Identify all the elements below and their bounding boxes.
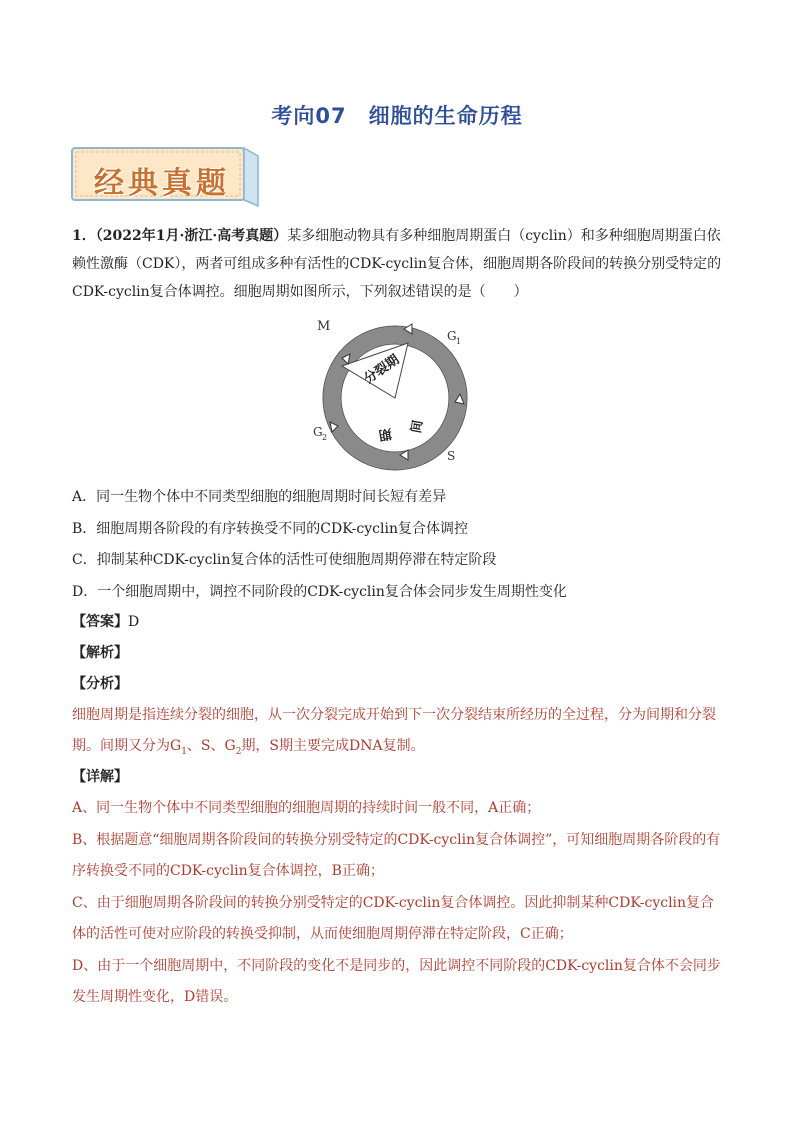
detail-b: B、根据题意“细胞周期各阶段间的转换分别受特定的CDK-cyclin复合体调控”，可知细胞周期各阶段的有序转换受不同的CDK-cyclin复合体调控，B正确； (72, 831, 721, 879)
fenxi-text: 细胞周期是指连续分裂的细胞，从一次分裂完成开始到下一次分裂结束所经历的全过程，分为间期和分裂期。间期又分为$G_1$、S、$G_2$期，S期主要完成DNA复制。 (72, 707, 716, 757)
question-stem (72, 222, 724, 306)
question-text: 某多细胞动物具有多种细胞周期蛋白（cyclin）和多种细胞周期蛋白依赖性激酶（CDK），两者可组成多种有活性的CDK-cyclin复合体，细胞周期各阶段间的转换分别受特定的CDK-cyclin复合体调控。细胞周期如图所示，下列叙述错误的是（ ） (72, 228, 722, 300)
label-m: M (317, 319, 331, 334)
answer-line (72, 607, 724, 639)
banner-text: 经典真题 (94, 166, 230, 201)
label-interphase-2: 期 (377, 425, 393, 443)
option-c: C．抑制某种CDK-cyclin复合体的活性可使细胞周期停滞在特定阶段 (72, 552, 497, 568)
question-source: （2022年1月·浙江·高考真题） (95, 228, 288, 244)
fenxi-label: 【分析】 (72, 676, 128, 692)
cell-cycle-figure (308, 318, 478, 473)
svg-text:2: 2 (322, 433, 328, 442)
page-title: 考向07 细胞的生命历程 (271, 104, 523, 128)
label-s: S (447, 449, 456, 463)
label-interphase-1: 间 (409, 419, 427, 435)
detail-label: 【详解】 (72, 769, 128, 785)
analysis-label: 【解析】 (72, 645, 128, 661)
question-number: 1． (72, 228, 96, 244)
option-a: A．同一生物个体中不同类型细胞的细胞周期时间长短有差异 (72, 489, 447, 505)
label-g2: G (313, 425, 323, 439)
option-b: B．细胞周期各阶段的有序转换受不同的CDK-cyclin复合体调控 (72, 520, 468, 537)
answer-label: 【答案】 (72, 614, 128, 630)
detail-a: A、同一生物个体中不同类型细胞的细胞周期的持续时间一般不同，A正确； (72, 800, 541, 816)
detail-text (72, 793, 724, 1014)
detail-d: D、由于一个细胞周期中，不同阶段的变化不是同步的，因此调控不同阶段的CDK-cyclin复合体不会同步发生周期性变化，D错误。 (72, 957, 721, 1005)
svg-text:1: 1 (456, 337, 462, 346)
detail-c: C、由于细胞周期各阶段间的转换分别受特定的CDK-cyclin复合体调控。因此抑制某种CDK-cyclin复合体的活性可使对应阶段的转换受抑制，从而使细胞周期停滞在特定阶段，C正确； (72, 894, 715, 942)
label-mitosis: 分裂期 (361, 352, 403, 388)
options-list (72, 482, 724, 608)
label-g1: G (447, 329, 457, 343)
section-banner (70, 146, 260, 208)
answer-value: D (128, 614, 140, 630)
option-d: D．一个细胞周期中，调控不同阶段的CDK-cyclin复合体会同步发生周期性变化 (72, 583, 567, 600)
